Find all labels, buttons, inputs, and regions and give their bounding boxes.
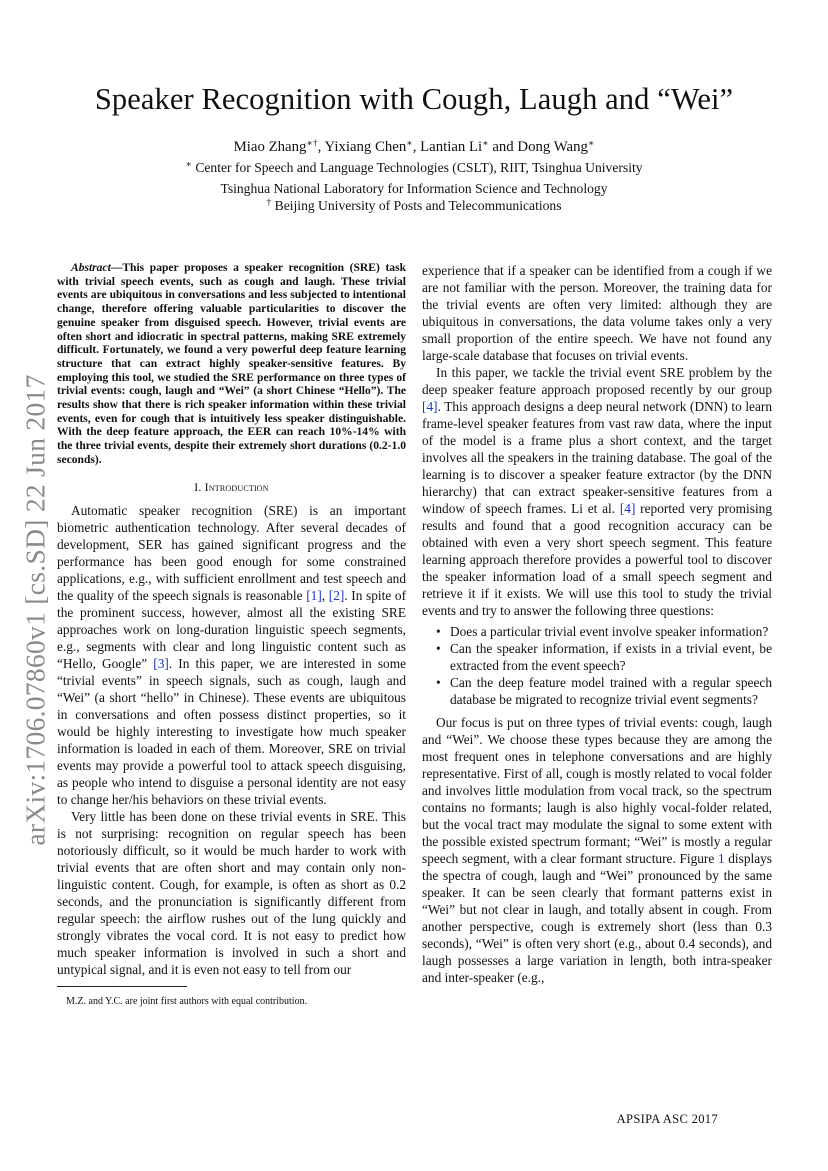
footnote: M.Z. and Y.C. are joint first authors with equal contribution. xyxy=(66,996,308,1007)
intro-paragraph-4 xyxy=(422,364,772,619)
author-list xyxy=(0,138,828,159)
affiliation-text: Beijing University of Posts and Telecommunications xyxy=(271,198,562,213)
affiliation-mark: † xyxy=(266,198,272,208)
citation-link[interactable]: [4] xyxy=(619,501,636,516)
section-heading xyxy=(57,479,406,496)
arxiv-stamp xyxy=(22,368,50,852)
author-name: Miao Zhang xyxy=(233,139,307,155)
author-mark: ∗ xyxy=(406,139,413,149)
list-item: • Does a particular trivial event involve speaker information? xyxy=(422,623,772,640)
affiliation-2: Tsinghua National Laboratory for Information Science and Technology xyxy=(220,180,608,196)
venue-footer: APSIPA ASC 2017 xyxy=(616,1112,718,1126)
right-column xyxy=(422,262,772,986)
citation-link[interactable]: [3] xyxy=(153,655,169,671)
question-list xyxy=(422,623,772,708)
intro-paragraph-1 xyxy=(57,502,406,808)
citation-link[interactable]: [4] xyxy=(422,399,438,414)
author-name: , Lantian Li xyxy=(412,139,483,155)
figure-link[interactable]: 1 xyxy=(717,851,725,866)
footnote-divider xyxy=(57,986,187,987)
paragraph-text: . This approach designs a deep neural network (DNN) to learn frame-level speaker features from vast raw data, where the input of the model is a frame plus a short context, and the target involves all the speakers in the training database. The goal of the learning is to discover a speaker feature extractor (by the DNN hierarchy) that can extract speaker-sensitive features from a window of speech frames. Li et al. xyxy=(422,399,772,516)
author-mark: ∗ xyxy=(482,139,489,149)
section-title: Introduction xyxy=(204,479,269,494)
abstract-text: —This paper proposes a speaker recognition (SRE) task with trivial speech events, such as cough and laugh. These trivial events are ubiquitous in conversations and less subjected to intentional change, therefore offering valuable particularities to discover the genuine speaker from disguised speech. However, trivial events are often short and idiocratic in spectral patterns, making SRE extremely difficult. Fortunately, we found a very powerful deep feature learning structure that can extract highly speaker-sensitive features. By employing this tool, we studied the SRE performance on three types of trivial events: cough, laugh and “Wei” (a short Chinese “Hello”). The results show that there is rich speaker information within these trivial events, even for cough that is intuitively less speaker distinguishable. With the deep feature approach, the EER can reach 10%-14% with the three trivial events, despite their extremely short durations (0.2-1.0 seconds). xyxy=(57,262,406,466)
paragraph-text: Our focus is put on three types of trivial events: cough, laugh and “Wei”. We choose these types because they are among the most frequent ones in telephone conversations and are highly representative. First of all, cough is mostly related to vocal folder and involves little modulation from vocal track, so the spectrum contains no formants; laugh is also highly vocal-folder related, but the vocal tract may modulate the signal to some extent with the possible existed spectrum formant; “Wei” is mostly a regular speech segment, with a clear formant structure. Figure xyxy=(422,715,772,866)
author-mark: ∗ xyxy=(587,139,595,149)
intro-paragraph-2: Very little has been done on these trivial events in SRE. This is not surprising: recognition on regular speech has been notoriously difficult, so it would be much harder to work with trivial events that are often short and may contain only non-linguistic content. Cough, for example, is often as short as 0.2 seconds, and the pronunciation is significantly different from regular speech: the airflow rushes out of the lung quickly and strongly vibrates the vocal cord. It is not easy to predict how much speaker information is involved in such a short and untypical signal, and it is even not easy to tell from our xyxy=(57,808,406,977)
affiliation-3 xyxy=(0,197,828,218)
paragraph-text: Automatic speaker recognition (SRE) is an important biometric authentication technology. After several decades of development, SER has gained significant progress and the performance has been good enough for some constrained applications, e.g., with sufficient enrollment and test speech and the quality of the speech signals is reasonable xyxy=(57,502,406,603)
abstract xyxy=(57,262,406,468)
affiliation-1 xyxy=(0,159,828,180)
citation-link[interactable]: [1] xyxy=(306,587,322,603)
left-column xyxy=(57,262,406,978)
paragraph-text: . In spite of the prominent success, however, almost all the existing SRE approaches work on long-duration linguistic speech segments, e.g., segments with clear and long linguistic content such as “Hello, Google” xyxy=(57,587,407,671)
affiliation-text: Center for Speech and Language Technologies (CSLT), RIIT, Tsinghua University xyxy=(191,160,643,175)
paragraph-text: In this paper, we tackle the trivial event SRE problem by the deep speaker feature approach proposed recently by our group xyxy=(422,365,772,397)
intro-paragraph-3: experience that if a speaker can be identified from a cough if we are not familiar with the person. Moreover, the training data for the trivial events are often very limited: although they are ubiquitous in conversations, the data volume takes only a very small proportion of the entire speech. We have not found any large-scale database that focuses on trivial events. xyxy=(422,263,772,363)
author-block xyxy=(0,138,828,218)
citation-link[interactable]: [2] xyxy=(328,587,345,603)
intro-paragraph-5 xyxy=(422,714,772,986)
paragraph-text: . In this paper, we are interested in some “trivial events” in speech signals, such as cough, laugh and “Wei” (a short “hello” in Chinese). These events are ubiquitous in conversations and often possess distinct properties, so it would be highly interesting to investigate how much speaker information is loaded in each of them. Moreover, SRE on trivial events may provide a powerful tool to attack speech disguising, as people who intend to disguise a personal identity are not easy to change her/his behaviors on these trivial events. xyxy=(57,655,406,807)
arxiv-stamp-text: arXiv:1706.07860v1 [cs.SD] 22 Jun 2017 xyxy=(20,374,52,846)
list-item: • Can the speaker information, if exists in a trivial event, be extracted from the event speech? xyxy=(422,640,772,674)
abstract-label: Abstract xyxy=(71,262,111,274)
paragraph-text: , xyxy=(321,587,329,603)
paragraph-text: displays the spectra of cough, laugh and “Wei” pronounced by the same speaker. It can be seen clearly that formant patterns exist in “Wei” but not clear in laugh, and totally absent in cough. From another perspective, cough is extremely short (less than 0.3 seconds), “Wei” is often very short (e.g., about 0.4 seconds), and laugh possesses a large variation in length, both intra-speaker and inter-speaker (e.g., xyxy=(422,851,772,985)
author-mark: ∗† xyxy=(306,139,318,149)
affiliation-mark: ∗ xyxy=(185,160,192,170)
paper-title: Speaker Recognition with Cough, Laugh and “Wei” xyxy=(94,82,734,116)
section-number: I. xyxy=(194,479,205,494)
author-name: , Yixiang Chen xyxy=(317,139,407,155)
list-item: • Can the deep feature model trained with a regular speech database be migrated to recognize trivial event segments? xyxy=(422,674,772,708)
author-name: and Dong Wang xyxy=(488,139,588,155)
paragraph-text: reported very promising results and found that a good recognition accuracy can be obtained with even a very short speech segment. This feature learning approach therefore provides a powerful tool to discover the speaker information load of a small speech segment and retrieve it if it exists. We will use this tool to study the trivial events and try to answer the following three questions: xyxy=(422,501,772,618)
